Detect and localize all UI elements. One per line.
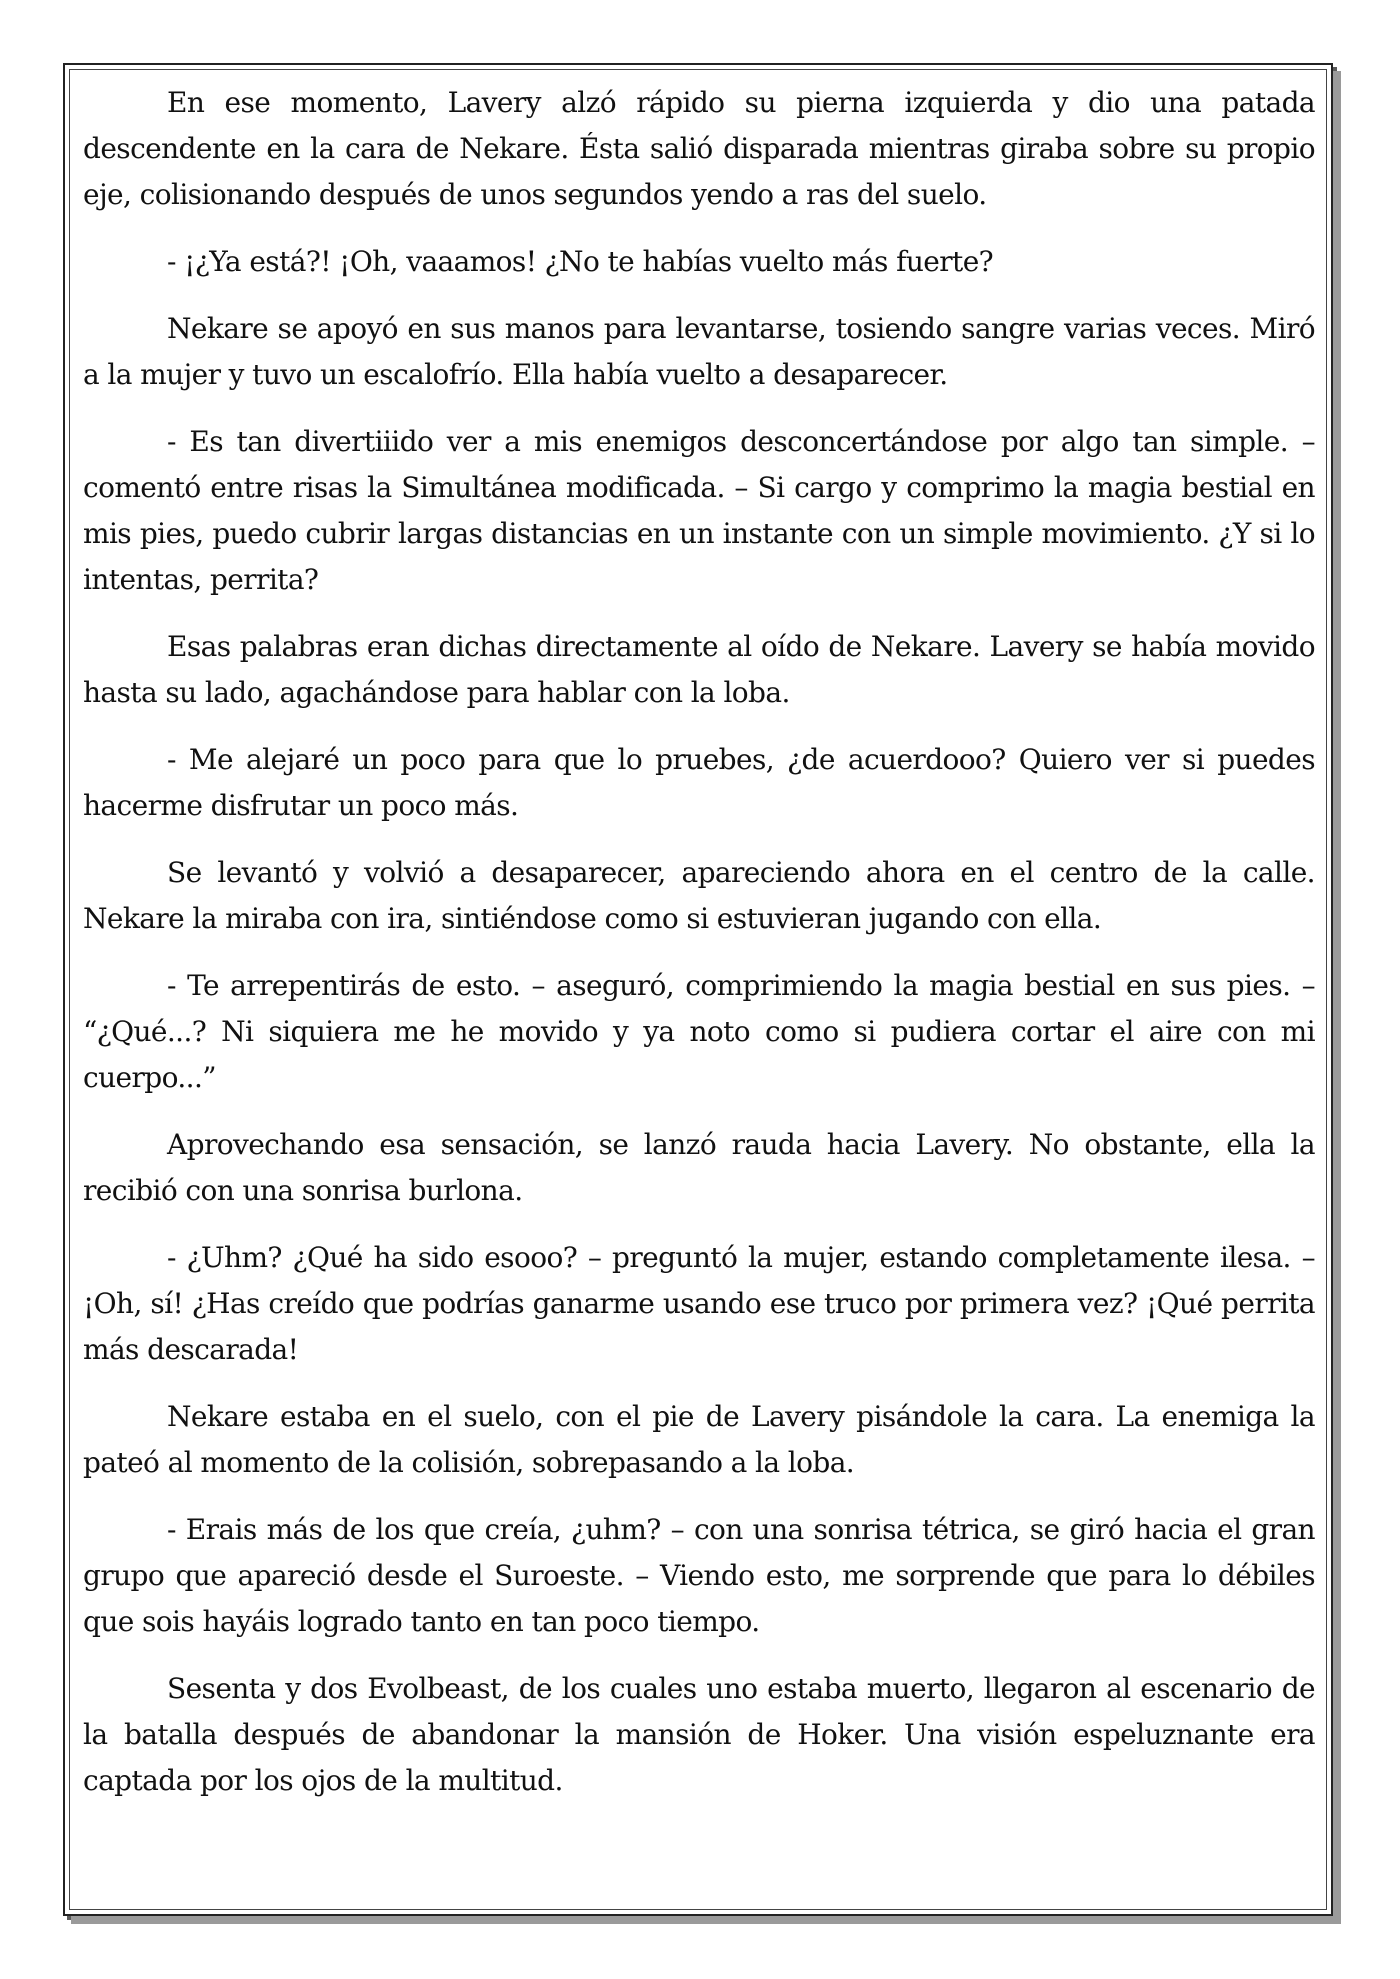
paragraph-12: - Erais más de los que creía, ¿uhm? – con una sonrisa tétrica, se giró hacia el gran grupo que apareció desde el Suroeste. – Viendo esto, me sorprende que para lo débiles que sois hayáis logrado tanto en tan poco tiempo.	[83, 1513, 1315, 1638]
paragraph-1: En ese momento, Lavery alzó rápido su pierna izquierda y dio una patada descendente en la cara de Nekare. Ésta salió disparada mientras giraba sobre su propio eje, colisionando después de unos segundos yendo a ras del suelo.	[83, 86, 1315, 211]
paragraph-3: Nekare se apoyó en sus manos para levantarse, tosiendo sangre varias veces. Miró a la mujer y tuvo un escalofrío. Ella había vuelto a desaparecer.	[83, 312, 1315, 391]
paragraph-13: Sesenta y dos Evolbeast, de los cuales uno estaba muerto, llegaron al escenario de la batalla después de abandonar la mansión de Hoker. Una visión espeluznante era captada por los ojos de la multitud.	[83, 1672, 1315, 1797]
paragraph-6: - Me alejaré un poco para que lo pruebes, ¿de acuerdooo? Quiero ver si puedes hacerme disfrutar un poco más.	[83, 743, 1315, 822]
document-body	[83, 80, 1315, 1825]
paragraph-2: - ¡¿Ya está?! ¡Oh, vaaamos! ¿No te habías vuelto más fuerte?	[167, 245, 994, 278]
paragraph-9: Aprovechando esa sensación, se lanzó rauda hacia Lavery. No obstante, ella la recibió con una sonrisa burlona.	[83, 1128, 1315, 1207]
paragraph-7: Se levantó y volvió a desaparecer, apareciendo ahora en el centro de la calle. Nekare la miraba con ira, sintiéndose como si estuvieran jugando con ella.	[83, 856, 1315, 935]
paragraph-11: Nekare estaba en el suelo, con el pie de Lavery pisándole la cara. La enemiga la pateó al momento de la colisión, sobrepasando a la loba.	[83, 1400, 1315, 1479]
paragraph-5: Esas palabras eran dichas directamente al oído de Nekare. Lavery se había movido hasta su lado, agachándose para hablar con la loba.	[83, 630, 1315, 709]
paragraph-8: - Te arrepentirás de esto. – aseguró, comprimiendo la magia bestial en sus pies. – “¿Qué...? Ni siquiera me he movido y ya noto como si pudiera cortar el aire con mi cuerpo...”	[83, 969, 1315, 1094]
paragraph-10: - ¿Uhm? ¿Qué ha sido esooo? – preguntó la mujer, estando completamente ilesa. – ¡Oh, sí! ¿Has creído que podrías ganarme usando ese truco por primera vez? ¡Qué perrita más descarada!	[83, 1241, 1315, 1366]
paragraph-4: - Es tan divertiiido ver a mis enemigos desconcertándose por algo tan simple. – comentó entre risas la Simultánea modificada. – Si cargo y comprimo la magia bestial en mis pies, puedo cubrir largas distancias en un instante con un simple movimiento. ¿Y si lo intentas, perrita?	[83, 425, 1315, 596]
